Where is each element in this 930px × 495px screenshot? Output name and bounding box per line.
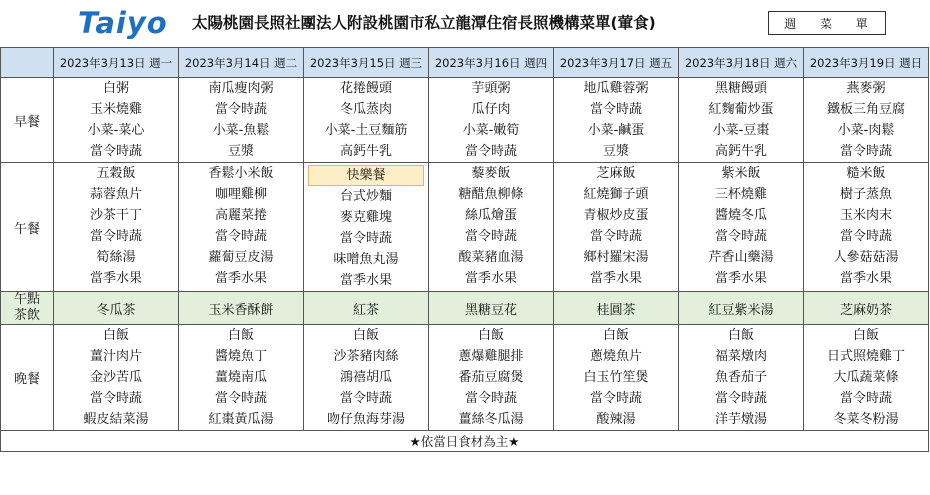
day-header: 2023年3月17日 週五 xyxy=(554,48,679,78)
menu-item: 蝦皮結菜湯 xyxy=(83,412,149,427)
menu-item: 當令時蔬 xyxy=(714,391,767,406)
corner-cell xyxy=(1,48,54,78)
menu-item: 蔥燒魚片 xyxy=(589,349,642,364)
menu-item: 金沙苦瓜 xyxy=(89,370,142,385)
menu-item: 紅棗黃瓜湯 xyxy=(208,412,274,427)
dinner-cell xyxy=(804,325,929,431)
menu-item: 醬燒冬瓜 xyxy=(714,208,767,223)
page-title: 太陽桃園長照社團法人附設桃園市私立龍潭住宿長照機構菜單(葷食) xyxy=(192,14,656,32)
menu-item: 當季水果 xyxy=(214,271,267,286)
menu-item: 當令時蔬 xyxy=(214,391,267,406)
menu-item: 味噌魚丸湯 xyxy=(333,252,399,267)
dinner-cell xyxy=(554,325,679,431)
menu-item: 台式炒麵 xyxy=(339,189,392,204)
menu-item: 當季水果 xyxy=(89,271,142,286)
menu-item: 當令時蔬 xyxy=(214,229,267,244)
menu-item: 白飯 xyxy=(852,328,879,343)
tea-item: 桂圓茶 xyxy=(554,292,679,325)
day-header: 2023年3月14日 週二 xyxy=(179,48,304,78)
menu-item: 當令時蔬 xyxy=(89,391,142,406)
menu-item: 糖醋魚柳條 xyxy=(458,187,524,202)
menu-item: 白玉竹笙煲 xyxy=(583,370,649,385)
menu-item: 沙茶豬肉絲 xyxy=(333,349,399,364)
menu-item: 當季水果 xyxy=(464,271,517,286)
lunch-cell xyxy=(804,163,929,292)
tea-label-line1: 午點 xyxy=(13,292,40,307)
menu-item: 藜麥飯 xyxy=(471,166,511,181)
menu-item: 南瓜瘦肉粥 xyxy=(208,81,274,96)
menu-item: 高鈣牛乳 xyxy=(339,144,392,159)
menu-item: 當令時蔬 xyxy=(214,102,267,117)
menu-item: 洋芋燉湯 xyxy=(714,412,767,427)
menu-item: 冬菜冬粉湯 xyxy=(833,412,899,427)
menu-item: 高麗菜捲 xyxy=(214,208,267,223)
menu-item: 小菜-豆棗 xyxy=(712,123,770,138)
breakfast-cell xyxy=(804,78,929,163)
menu-item: 薑絲冬瓜湯 xyxy=(458,412,524,427)
menu-item: 日式照燒雞丁 xyxy=(826,349,905,364)
menu-item: 小菜-肉鬆 xyxy=(837,123,895,138)
menu-item: 當令時蔬 xyxy=(339,391,392,406)
tea-item: 冬瓜茶 xyxy=(54,292,179,325)
menu-item: 白飯 xyxy=(602,328,629,343)
menu-item: 白飯 xyxy=(227,328,254,343)
menu-item: 當令時蔬 xyxy=(464,229,517,244)
menu-item: 瓜仔肉 xyxy=(471,102,511,117)
footer-note: ★依當日食材為主★ xyxy=(1,431,929,452)
tea-item: 紅茶 xyxy=(304,292,429,325)
day-header: 2023年3月18日 週六 xyxy=(679,48,804,78)
tea-item: 黑糖豆花 xyxy=(429,292,554,325)
lunch-cell xyxy=(679,163,804,292)
menu-item: 酸辣湯 xyxy=(596,412,636,427)
dinner-cell xyxy=(54,325,179,431)
lunch-cell xyxy=(179,163,304,292)
menu-item: 酸菜豬血湯 xyxy=(458,250,524,265)
breakfast-row xyxy=(1,78,929,163)
breakfast-cell xyxy=(304,78,429,163)
menu-item: 當令時蔬 xyxy=(839,229,892,244)
menu-item: 絲瓜燴蛋 xyxy=(464,208,517,223)
menu-item: 青椒炒皮蛋 xyxy=(583,208,649,223)
day-header: 2023年3月15日 週三 xyxy=(304,48,429,78)
meal-label-lunch: 午餐 xyxy=(1,163,54,292)
day-header: 2023年3月13日 週一 xyxy=(54,48,179,78)
tea-label-line2: 茶飲 xyxy=(13,308,40,323)
menu-item: 吻仔魚海芽湯 xyxy=(326,412,405,427)
taiyo-logo: Taiyo xyxy=(78,6,168,40)
menu-item: 咖哩雞柳 xyxy=(214,187,267,202)
menu-item: 芹香山藥湯 xyxy=(708,250,774,265)
menu-item: 當令時蔬 xyxy=(464,144,517,159)
menu-item: 當令時蔬 xyxy=(89,144,142,159)
menu-item: 豆漿 xyxy=(602,144,629,159)
menu-item: 白飯 xyxy=(102,328,129,343)
menu-item: 白飯 xyxy=(477,328,504,343)
menu-item: 當令時蔬 xyxy=(589,229,642,244)
tea-item: 玉米香酥餅 xyxy=(179,292,304,325)
menu-item: 小菜-魚鬆 xyxy=(212,123,270,138)
menu-item: 黑糖饅頭 xyxy=(714,81,767,96)
menu-item: 白飯 xyxy=(727,328,754,343)
menu-item: 鄉村羅宋湯 xyxy=(583,250,649,265)
dinner-cell xyxy=(679,325,804,431)
menu-item: 當令時蔬 xyxy=(839,144,892,159)
menu-item: 人參菇菇湯 xyxy=(833,250,899,265)
menu-item: 三杯燒雞 xyxy=(714,187,767,202)
menu-item: 花捲饅頭 xyxy=(339,81,392,96)
menu-item: 地瓜雞蓉粥 xyxy=(583,81,649,96)
menu-item: 番茄豆腐煲 xyxy=(458,370,524,385)
menu-item: 麥克雞塊 xyxy=(339,210,392,225)
breakfast-cell xyxy=(429,78,554,163)
menu-item: 大瓜蔬菜條 xyxy=(833,370,899,385)
meal-label-dinner: 晚餐 xyxy=(1,325,54,431)
footer-row xyxy=(1,431,929,452)
menu-item: 當季水果 xyxy=(589,271,642,286)
menu-item: 當季水果 xyxy=(714,271,767,286)
menu-item: 當季水果 xyxy=(339,273,392,288)
date-header-row xyxy=(1,48,929,78)
menu-item: 小菜-嫩筍 xyxy=(462,123,520,138)
menu-item: 當令時蔬 xyxy=(839,391,892,406)
menu-table xyxy=(0,47,929,452)
lunch-cell xyxy=(554,163,679,292)
menu-item: 福菜燉肉 xyxy=(714,349,767,364)
menu-item: 芝麻飯 xyxy=(596,166,636,181)
menu-item: 小菜-菜心 xyxy=(87,123,145,138)
menu-item: 玉米燒雞 xyxy=(89,102,142,117)
menu-item: 樹子蒸魚 xyxy=(839,187,892,202)
menu-item: 小菜-鹹蛋 xyxy=(587,123,645,138)
menu-item: 薑汁肉片 xyxy=(89,349,142,364)
menu-item: 燕麥粥 xyxy=(846,81,886,96)
menu-item: 五穀飯 xyxy=(96,166,136,181)
menu-item: 香鬆小米飯 xyxy=(208,166,274,181)
tea-row xyxy=(1,292,929,325)
day-header: 2023年3月16日 週四 xyxy=(429,48,554,78)
breakfast-cell xyxy=(679,78,804,163)
breakfast-cell xyxy=(179,78,304,163)
menu-item: 高鈣牛乳 xyxy=(714,144,767,159)
menu-item: 小菜-土豆麵筋 xyxy=(324,123,408,138)
meal-label-tea xyxy=(1,292,54,325)
menu-item: 鐵板三角豆腐 xyxy=(826,102,905,117)
dinner-cell xyxy=(179,325,304,431)
menu-item: 薑燒南瓜 xyxy=(214,370,267,385)
lunch-cell xyxy=(429,163,554,292)
lunch-cell xyxy=(54,163,179,292)
menu-item: 魚香茄子 xyxy=(714,370,767,385)
week-menu-label: 週 菜 單 xyxy=(768,11,886,35)
tea-item: 芝麻奶茶 xyxy=(804,292,929,325)
page-header xyxy=(0,0,930,47)
menu-item: 蘿蔔豆皮湯 xyxy=(208,250,274,265)
menu-item: 當令時蔬 xyxy=(714,229,767,244)
menu-item: 玉米肉末 xyxy=(839,208,892,223)
lunch-cell xyxy=(304,163,429,292)
menu-item: 醬燒魚丁 xyxy=(214,349,267,364)
day-header: 2023年3月19日 週日 xyxy=(804,48,929,78)
menu-item: 當令時蔬 xyxy=(464,391,517,406)
menu-item: 沙茶干丁 xyxy=(89,208,142,223)
breakfast-cell xyxy=(554,78,679,163)
menu-item: 冬瓜蒸肉 xyxy=(339,102,392,117)
menu-item: 蔥爆雞腿排 xyxy=(458,349,524,364)
tea-item: 紅豆紫米湯 xyxy=(679,292,804,325)
menu-item: 鴻禧胡瓜 xyxy=(339,370,392,385)
menu-item: 紅麴葡炒蛋 xyxy=(708,102,774,117)
menu-item: 當令時蔬 xyxy=(89,229,142,244)
menu-item: 筍絲湯 xyxy=(96,250,136,265)
dinner-row xyxy=(1,325,929,431)
lunch-row xyxy=(1,163,929,292)
menu-item: 豆漿 xyxy=(227,144,254,159)
meal-label-breakfast: 早餐 xyxy=(1,78,54,163)
dinner-cell xyxy=(304,325,429,431)
menu-item: 當令時蔬 xyxy=(339,231,392,246)
menu-item: 紫米飯 xyxy=(721,166,761,181)
menu-item: 紅燒獅子頭 xyxy=(583,187,649,202)
menu-item: 白飯 xyxy=(352,328,379,343)
menu-item: 當令時蔬 xyxy=(589,102,642,117)
menu-item: 蒜蓉魚片 xyxy=(89,187,142,202)
breakfast-cell xyxy=(54,78,179,163)
menu-item: 白粥 xyxy=(102,81,129,96)
menu-item: 糙米飯 xyxy=(846,166,886,181)
menu-item: 快樂餐 xyxy=(308,165,424,186)
menu-item: 芋頭粥 xyxy=(471,81,511,96)
dinner-cell xyxy=(429,325,554,431)
menu-item: 當令時蔬 xyxy=(589,391,642,406)
menu-item: 當季水果 xyxy=(839,271,892,286)
